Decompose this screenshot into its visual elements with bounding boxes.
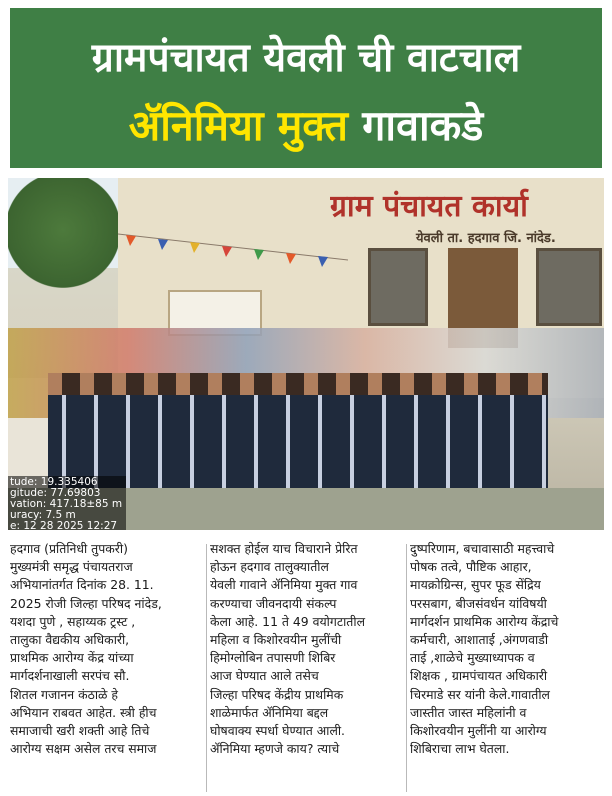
article-line: आरोग्य सक्षम असेल तरच समाज	[10, 741, 157, 757]
article-line: प्राथमिक आरोग्य केंद्र यांच्या	[10, 650, 134, 666]
article-column-3	[410, 540, 602, 758]
headline-line1: ग्रामपंचायत येवली ची वाटचाल	[91, 35, 521, 81]
school-girls-faces	[48, 373, 548, 395]
article-line: मार्गदर्शनाखाली सरपंच सौ.	[10, 668, 130, 684]
article-line: समाजाची खरी शक्ती आहे तिचे	[10, 723, 150, 739]
article-line: मायक्रोग्रिन्स, सुपर फूड सेंद्रिय	[410, 577, 541, 593]
building-window	[368, 248, 428, 326]
building-window	[536, 248, 602, 326]
column-divider	[406, 544, 407, 792]
article-line: तालुका वैद्यकीय अधिकारी,	[10, 632, 130, 648]
headline-rest: गावाकडे	[347, 101, 484, 150]
article-line: जास्तीत जास्त महिलांनी व	[410, 704, 527, 720]
gps-time: e: 12 28 2025 12:27	[10, 520, 118, 530]
article-line: होऊन हदगाव तालुक्यातील	[210, 559, 329, 575]
article-line: परसबाग, बीजसंवर्धन यांविषयी	[410, 595, 547, 611]
article-line: जिल्हा परिषद केंद्रीय प्राथमिक	[210, 686, 344, 702]
article-line: ॲनिमिया म्हणजे काय? त्याचे	[210, 741, 340, 757]
article-line: शाळेमार्फत ॲनिमिया बद्दल	[210, 704, 329, 720]
article-line: ताई ,शाळेचे मुख्याध्यापक व	[410, 650, 535, 666]
article-line: चिरमाडे सर यांनी केले.गावातील	[410, 686, 550, 702]
article-column-1	[10, 540, 202, 758]
article-line: केला आहे. 11 ते 49 वयोगटातील	[210, 613, 365, 629]
article-line: हदगाव (प्रतिनिधी तुपकरी)	[10, 541, 128, 556]
photo-tree	[8, 178, 118, 308]
article-line: हिमोग्लोबिन तपासणी शिबिर	[210, 650, 336, 666]
article-line: करण्याचा जीवनदायी संकल्प	[210, 595, 337, 611]
article-column-2	[210, 540, 402, 758]
article-line: यशदा पुणे , सहाय्यक ट्रस्ट ,	[10, 613, 136, 629]
article-line: महिला व किशोरवयीन मुलींची	[210, 632, 342, 648]
article-line: दुष्परिणाम, बचावासाठी महत्त्वाचे	[410, 541, 555, 556]
gps-latitude: tude: 19.335406	[10, 476, 98, 488]
headline-banner	[10, 8, 602, 168]
article-line: कर्मचारी, आशाताई ,अंगणवाडी	[410, 632, 549, 648]
article-line: पोषक तत्वे, पौष्टिक आहार,	[410, 559, 532, 575]
article-line: सशक्त होईल याच विचाराने प्रेरित	[210, 541, 358, 556]
article-line: घोषवाक्य स्पर्धा घेण्यात आली.	[210, 723, 345, 739]
gram-panchayat-sign: ग्राम पंचायत कार्या	[330, 189, 528, 224]
gps-accuracy: uracy: 7.5 m	[10, 509, 76, 521]
article-line: किशोरवयीन मुलींनी या आरोग्य	[410, 723, 547, 739]
article-line: मुख्यमंत्री समृद्ध पंचायतराज	[10, 559, 133, 575]
article-line: शिबिराचा लाभ घेतला.	[410, 741, 510, 757]
article-body	[10, 540, 602, 796]
headline-line2	[16, 96, 596, 153]
article-line: मार्गदर्शन प्राथमिक आरोग्य केंद्राचे	[410, 613, 559, 629]
article-line: शितल गजानन कंठाळे हे	[10, 686, 118, 702]
article-line: अभियान राबवत आहेत. स्त्री हीच	[10, 704, 157, 720]
gps-overlay	[8, 476, 126, 530]
column-divider	[206, 544, 207, 792]
article-line: शिक्षक , ग्रामपंचायत अधिकारी	[410, 668, 548, 684]
article-line: येवली गावाने ॲनिमिया मुक्त गाव	[210, 577, 358, 593]
headline-highlight: ॲनिमिया मुक्त	[128, 101, 348, 150]
gram-panchayat-sign-subtext: येवली ता. हदगाव जि. नांदेड.	[416, 231, 556, 246]
article-line: अभियानांतर्गत दिनांक 28. 11.	[10, 577, 154, 593]
article-line: आज घेण्यात आले तसेच	[210, 668, 319, 684]
bunting-flags	[118, 230, 348, 270]
news-photo	[8, 178, 604, 530]
article-line: 2025 रोजी जिल्हा परिषद नांदेड,	[10, 595, 162, 611]
gps-elevation: vation: 417.18±85 m	[10, 498, 123, 510]
gps-longitude: gitude: 77.69803	[10, 487, 101, 499]
